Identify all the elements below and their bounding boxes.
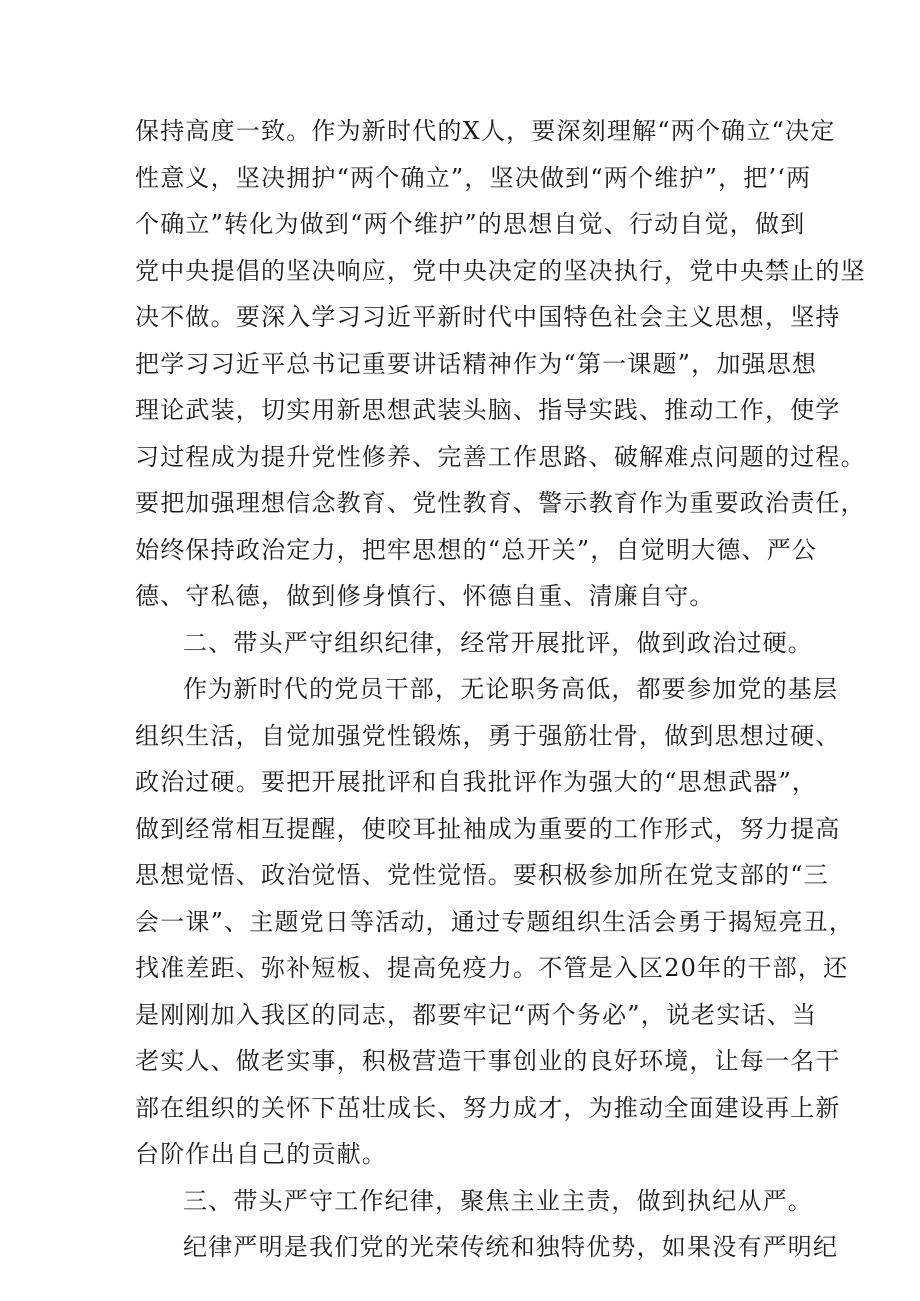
- section-heading-3: [135, 1178, 813, 1225]
- text-line: 性意义，坚决拥护“两个确立”，坚决做到“两个维护”，把’‘两: [135, 163, 812, 192]
- text-line: 会一课”、主题党日等活动，通过专题组织生活会勇于揭短亮丑，: [135, 907, 855, 936]
- text-line: 台阶作出自己的贡献。: [135, 1140, 387, 1168]
- text-line: 始终保持政治定力，把牢思想的“总开关”，自觉明大德、严公: [135, 535, 818, 564]
- text-line: 纪律严明是我们党的光荣传统和独特优势，如果没有严明纪: [183, 1233, 839, 1261]
- text-line: 决不做。要深入学习习近平新时代中国特色社会主义思想，坚持: [135, 303, 841, 331]
- heading-line: 二、带头严守组织纪律，经常开展批评，做到政治过硬。: [183, 628, 813, 657]
- paragraph-organization-discipline: [135, 666, 855, 1178]
- document-body: [135, 108, 866, 1271]
- paragraph-work-discipline: [135, 1224, 839, 1271]
- heading-line: 三、带头严守工作纪律，聚焦主业主责，做到执纪从严。: [183, 1186, 813, 1215]
- text-line: 作为新时代的党员干部，无论职务高低，都要参加党的基层: [183, 675, 839, 703]
- text-line: 做到经常相互提醒，使咬耳扯袖成为重要的工作形式，努力提高: [135, 814, 841, 843]
- text-line: 个确立”转化为做到“两个维护”的思想自觉、行动自觉，做到: [135, 210, 806, 238]
- text-line: 党中央提倡的坚决响应，党中央决定的坚决执行，党中央禁止的坚: [135, 256, 866, 285]
- text-line: 德、守私德，做到修身慎行、怀德自重、清廉自守。: [135, 582, 715, 610]
- text-line: 理论武装，切实用新思想武装头脑、指导实践、推动工作，使学: [135, 396, 841, 424]
- text-line: 老实人、做老实事，积极营造干事创业的良好环境，让每一名干: [135, 1047, 841, 1075]
- section-heading-2: [135, 620, 813, 667]
- text-line: 保持高度一致。作为新时代的X人，要深刻理解“两个确立“决定: [135, 117, 836, 145]
- text-line: 要把加强理想信念教育、党性教育、警示教育作为重要政治责任，: [135, 489, 866, 517]
- text-line: 把学习习近平总书记重要讲话精神作为“第一课题”，加强思想: [135, 349, 818, 378]
- text-line: 习过程成为提升党性修养、完善工作思路、破解难点问题的过程。: [135, 442, 866, 471]
- text-line: 是刚刚加入我区的同志，都要牢记“两个务必”，说老实话、当: [135, 1000, 818, 1029]
- text-line: 找准差距、弥补短板、提高免疫力。不管是入区20年的干部，还: [135, 954, 849, 982]
- paragraph-political-alignment: [135, 108, 866, 620]
- text-line: 政治过硬。要把开展批评和自我批评作为强大的“思想武器”，: [135, 768, 818, 796]
- text-line: 思想觉悟、政治觉悟、党性觉悟。要积极参加所在党支部的“三: [135, 861, 829, 889]
- text-line: 部在组织的关怀下茁壮成长、努力成才，为推动全面建设再上新: [135, 1093, 841, 1122]
- text-line: 组织生活，自觉加强党性锻炼，勇于强筋壮骨，做到思想过硬、: [135, 721, 841, 750]
